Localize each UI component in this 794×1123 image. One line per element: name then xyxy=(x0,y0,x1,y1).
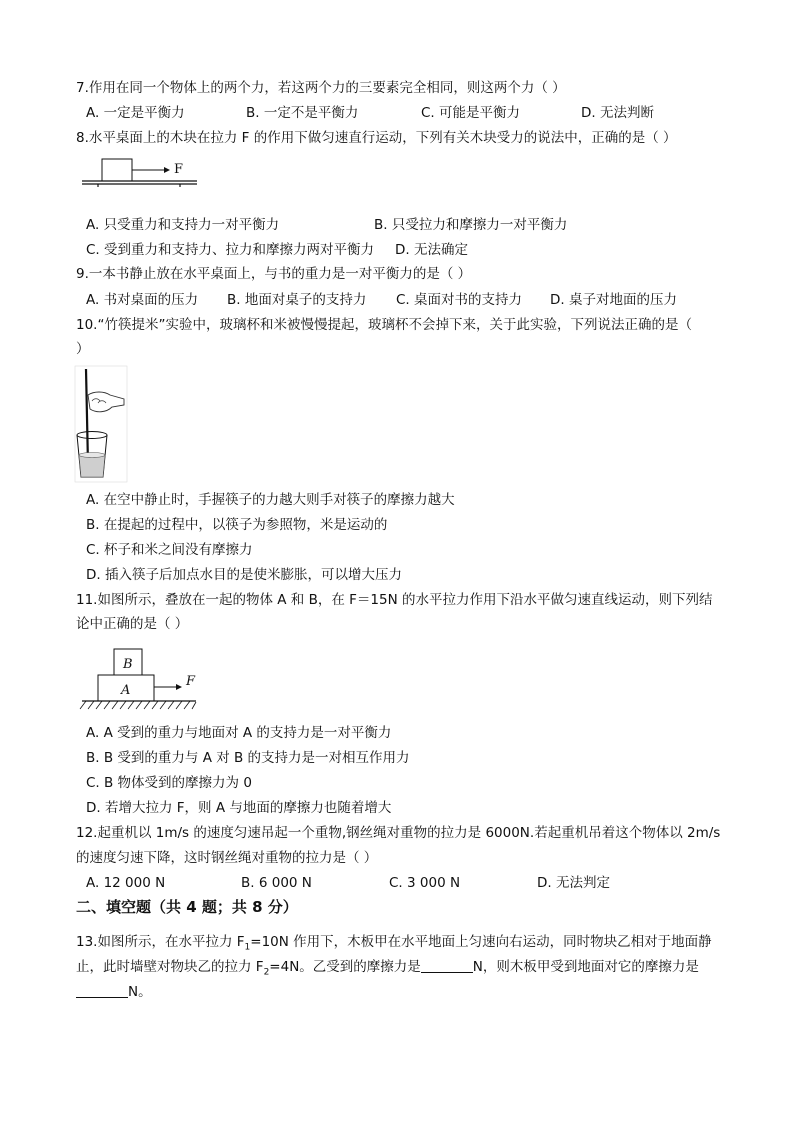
q8-option-b[interactable]: B. 只受拉力和摩擦力一对平衡力 xyxy=(374,217,568,233)
q11-label-a: A xyxy=(121,683,131,698)
q11-option-a[interactable]: A. A 受到的重力与地面对 A 的支持力是一对平衡力 xyxy=(86,725,392,741)
q10-option-c[interactable]: C. 杯子和米之间没有摩擦力 xyxy=(86,542,253,558)
q11-stacked-blocks-figure xyxy=(78,643,202,715)
q13-line2: 止，此时墙壁对物块乙的拉力 $F_2=4N$。乙受到的摩擦力是 N，则木板甲受到地面对它的摩擦力是 xyxy=(76,959,699,978)
q12-option-d[interactable]: D. 无法判定 xyxy=(537,875,610,891)
q12-option-c[interactable]: C. 3 000 N xyxy=(389,875,461,891)
q7-option-b[interactable]: B. 一定不是平衡力 xyxy=(246,105,359,121)
q10-stem-line2: ） xyxy=(76,341,90,357)
q12-stem-line1: 12.起重机以 1m/s 的速度匀速吊起一个重物,钢丝绳对重物的拉力是 6000N.若起重机吊着这个物体以 2m/s xyxy=(76,825,721,841)
q9-option-d[interactable]: D. 桌子对地面的压力 xyxy=(550,292,677,308)
q9-option-c[interactable]: C. 桌面对书的支持力 xyxy=(396,292,523,308)
q11-option-b[interactable]: B. B 受到的重力与 A 对 B 的支持力是一对相互作用力 xyxy=(86,750,410,766)
q12-stem-line2: 的速度匀速下降，这时钢丝绳对重物的拉力是（ ） xyxy=(76,850,378,866)
q10-chopstick-cup-figure xyxy=(74,365,128,483)
q7-option-d[interactable]: D. 无法判断 xyxy=(581,105,654,121)
q11-option-c[interactable]: C. B 物体受到的摩擦力为 0 xyxy=(86,775,252,791)
q8-option-d[interactable]: D. 无法确定 xyxy=(395,242,468,258)
q7-stem: 7.作用在同一个物体上的两个力，若这两个力的三要素完全相同，则这两个力（ ） xyxy=(76,80,566,96)
q10-option-b[interactable]: B. 在提起的过程中，以筷子为参照物，米是运动的 xyxy=(86,517,388,533)
q10-option-d[interactable]: D. 插入筷子后加点水目的是使米膨胀，可以增大压力 xyxy=(86,567,402,583)
q10-option-a[interactable]: A. 在空中静止时，手握筷子的力越大则手对筷子的摩擦力越大 xyxy=(86,492,455,508)
q8-stem: 8.水平桌面上的木块在拉力 F 的作用下做匀速直行运动，下列有关木块受力的说法中，正确的是（ ） xyxy=(76,130,677,146)
q9-option-a[interactable]: A. 书对桌面的压力 xyxy=(86,292,199,308)
q11-label-b: B xyxy=(123,657,133,672)
q10-stem-line1: 10.“竹筷提米”实验中，玻璃杯和米被慢慢提起，玻璃杯不会掉下来，关于此实验，下列说法正确的是（ xyxy=(76,317,692,333)
section-fill-in-title: 二、填空题（共 4 题；共 8 分） xyxy=(76,898,298,916)
q11-stem-line2: 论中正确的是（ ） xyxy=(76,616,189,632)
q7-option-a[interactable]: A. 一定是平衡力 xyxy=(86,105,185,121)
q8-option-c[interactable]: C. 受到重力和支持力、拉力和摩擦力两对平衡力 xyxy=(86,242,375,258)
q8-force-label: F xyxy=(174,162,184,177)
q7-option-c[interactable]: C. 可能是平衡力 xyxy=(421,105,521,121)
q11-option-d[interactable]: D. 若增大拉力 F，则 A 与地面的摩擦力也随着增大 xyxy=(86,800,392,816)
q13-line1: 13.如图所示，在水平拉力 $F_1=10N$ 作用下，木板甲在水平地面上匀速向右运动，同时物块乙相对于地面静 xyxy=(76,934,712,953)
q11-stem-line1: 11.如图所示，叠放在一起的物体 A 和 B，在 F＝15N 的水平拉力作用下沿水平做匀速直线运动，则下列结 xyxy=(76,592,713,608)
q9-option-b[interactable]: B. 地面对桌子的支持力 xyxy=(227,292,367,308)
q8-block-on-table-figure xyxy=(80,155,200,187)
q9-stem: 9.一本书静止放在水平桌面上，与书的重力是一对平衡力的是（ ） xyxy=(76,266,472,282)
q13-line3: N。 xyxy=(76,982,152,1002)
q12-option-b[interactable]: B. 6 000 N xyxy=(241,875,312,891)
q11-label-f: F xyxy=(186,674,196,689)
q13-answer-blank-2[interactable] xyxy=(76,983,128,998)
q8-option-a[interactable]: A. 只受重力和支持力一对平衡力 xyxy=(86,217,280,233)
q12-option-a[interactable]: A. 12 000 N xyxy=(86,875,166,891)
q13-answer-blank-1[interactable] xyxy=(421,958,473,973)
